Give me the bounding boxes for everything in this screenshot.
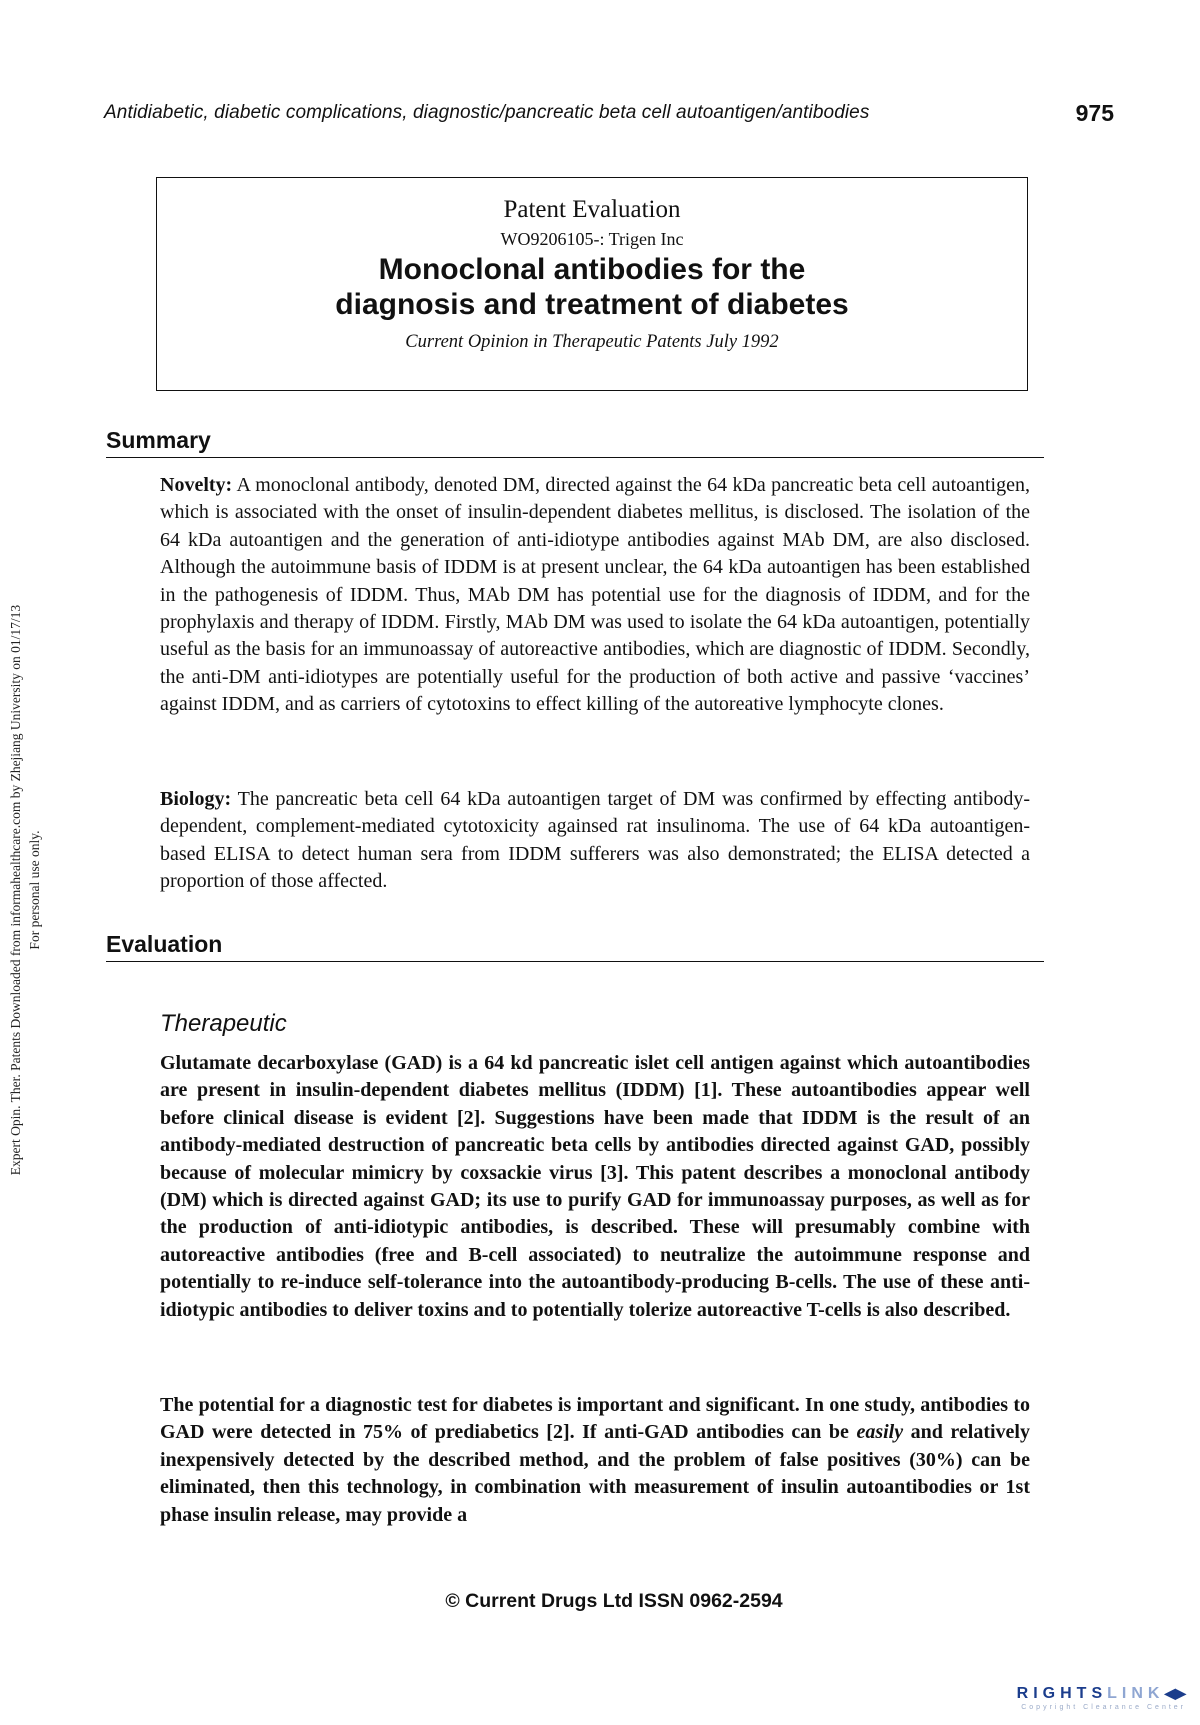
patent-number: WO9206105-: Trigen Inc: [500, 229, 684, 249]
rightslink-arrow-icon: ◀▶: [1164, 1685, 1186, 1701]
patent-evaluation-box: [156, 177, 1028, 391]
article-title-line-1: Monoclonal antibodies for the: [378, 253, 806, 286]
page-number: 975: [1075, 100, 1114, 126]
paragraph-2-emphasis: easily: [856, 1421, 904, 1444]
therapeutic-subheading: Therapeutic: [160, 1010, 287, 1037]
side-note-line-2: For personal use only.: [27, 830, 42, 950]
biology-label: Biology:: [160, 788, 232, 810]
paragraph-2-text-end: and relatively inexpensively detected by the described method, and the problem of false positives (30%) can be eliminated, then this technology, in combination with measurement of insulin autoantibodies or 1st phase insulin release, may provide a: [160, 1421, 1030, 1526]
paragraph-2-text-start: The potential for a diagnostic test for diabetes is important and significant. In one study, antibodies to GAD were detected in 75% of prediabetics [2]. If anti-GAD antibodies can be: [160, 1394, 1030, 1444]
novelty-paragraph: [160, 472, 1030, 719]
article-title-line-2: diagnosis and treatment of diabetes: [335, 288, 849, 321]
running-head: Antidiabetic, diabetic complications, diagnostic/pancreatic beta cell autoantigen/antibodies: [104, 102, 870, 123]
rightslink-wordmark: [936, 1685, 1186, 1703]
side-note-line-1: Expert Opin. Ther. Patents Downloaded from informahealthcare.com by Zhejiang University on 01/17/13: [8, 604, 23, 1176]
evaluation-heading: Evaluation: [106, 931, 1044, 962]
page-header: [104, 100, 1114, 134]
copyright-footer: [0, 1590, 1200, 1613]
rightslink-word-dark: RIGHTS: [1016, 1685, 1108, 1702]
rightslink-word-light: LINK: [1107, 1685, 1165, 1702]
therapeutic-paragraph-2: [160, 1392, 1030, 1529]
novelty-text: A monoclonal antibody, denoted DM, directed against the 64 kDa pancreatic beta cell autoantigen, which is associated with the onset of insulin-dependent diabetes mellitus, is disclosed. The isolation of the 64 kDa autoantigen and the generation of anti-idiotype antibodies against MAb DM, are also disclosed. Although the autoimmune basis of IDDM is at present unclear, the 64 kDa autoantigen has been established in the pathogenesis of IDDM. Thus, MAb DM has potential use for the diagnosis of IDDM, and for the prophylaxis and therapy of IDDM. Firstly, MAb DM was used to isolate the 64 kDa autoantigen, potentially useful as the basis for an immunoassay of autoreactive antibodies, which are diagnostic of IDDM. Secondly, the anti-DM anti-idiotypes are potentially useful for the production of both active and passive ‘vaccines’ against IDDM, and as carriers of cytotoxins to effect killing of the autoreative lymphocyte clones.: [160, 474, 1030, 716]
biology-text: The pancreatic beta cell 64 kDa autoantigen target of DM was confirmed by effecting antibody-dependent, complement-mediated cytotoxicity againsed rat insulinoma. The use of 64 kDa autoantigen-based ELISA to detect human sera from IDDM sufferers was also demonstrated; the ELISA detected a proportion of those affected.: [160, 788, 1030, 893]
box-kicker: Patent Evaluation: [503, 196, 681, 223]
novelty-label: Novelty:: [160, 474, 233, 496]
summary-heading: Summary: [106, 427, 1044, 458]
copyright-text: © Current Drugs Ltd ISSN 0962-2594: [445, 1590, 783, 1612]
download-side-note: [6, 510, 50, 1270]
therapeutic-paragraph-1: Glutamate decarboxylase (GAD) is a 64 kd pancreatic islet cell antigen against which autoantibodies are present in insulin-dependent diabetes mellitus (IDDM) [1]. These autoantibodies appear well before clinical disease is evident [2]. Suggestions have been made that IDDM is the result of an antibody-mediated destruction of pancreatic beta cells by antibodies directed against GAD, possibly because of molecular mimicry by coxsackie virus [3]. This patent describes a monoclonal antibody (DM) which is directed against GAD; its use to purify GAD for immunoassay purposes, as well as for the production of anti-idiotypic antibodies, is described. These will presumably combine with autoreactive antibodies (free and B-cell associated) to neutralize the autoimmune response and potentially to re-induce self-tolerance into the autoantibody-producing B-cells. The use of these anti-idiotypic antibodies to deliver toxins and to potentially tolerize autoreactive T-cells is also described.: [160, 1052, 1030, 1321]
article-title: [157, 252, 1027, 322]
article-source: Current Opinion in Therapeutic Patents July 1992: [405, 332, 779, 352]
rightslink-tagline: Copyright Clearance Center: [1021, 1704, 1186, 1711]
rightslink-logo[interactable]: [936, 1685, 1186, 1711]
biology-paragraph: [160, 786, 1030, 896]
